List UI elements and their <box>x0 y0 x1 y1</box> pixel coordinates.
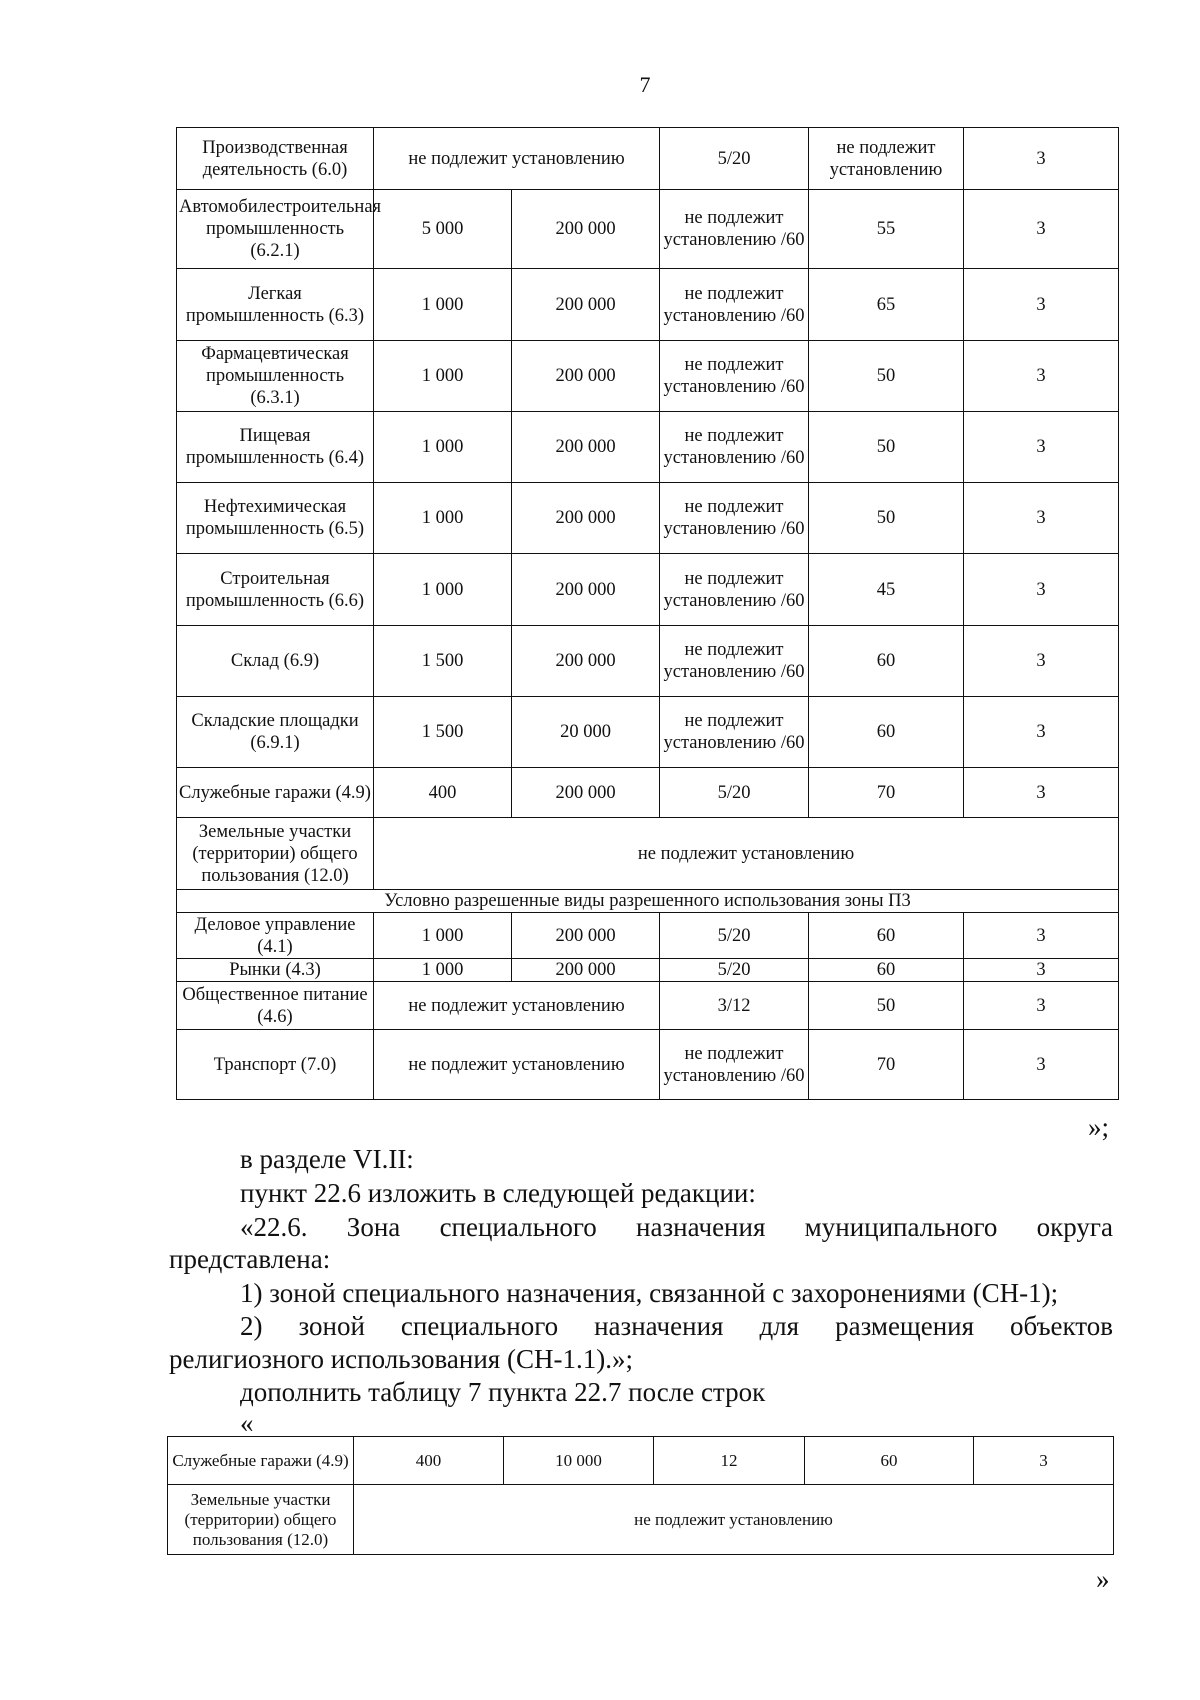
paragraph-quote-line1: «22.6. Зона специального назначения муниципального округа <box>240 1212 1113 1242</box>
cell-c5: 3 <box>964 913 1119 959</box>
cell-c1: 1 000 <box>374 913 512 959</box>
table-row <box>177 626 1119 697</box>
cell-c4: 50 <box>809 483 964 554</box>
table-row <box>177 818 1119 890</box>
table-second <box>167 1436 1114 1555</box>
table-row <box>177 483 1119 554</box>
cell-c3: не подлежит установлению /60 <box>660 269 809 341</box>
cell-c5: 3 <box>964 341 1119 412</box>
table-row <box>177 269 1119 341</box>
cell-c3: не подлежит установлению /60 <box>660 190 809 269</box>
cell-c2: 200 000 <box>512 412 660 483</box>
table-row <box>177 913 1119 959</box>
table-row <box>177 768 1119 818</box>
table-row <box>177 1030 1119 1100</box>
cell-c2: 200 000 <box>512 483 660 554</box>
merged-cell: не подлежит установлению <box>374 1030 660 1100</box>
cell-c2: 200 000 <box>512 626 660 697</box>
cell-c5: 3 <box>974 1437 1114 1485</box>
cell-c3: 3/12 <box>660 982 809 1030</box>
paragraph-item-22-6: пункт 22.6 изложить в следующей редакции: <box>240 1178 756 1208</box>
cell-c3: 5/20 <box>660 959 809 982</box>
table-row <box>168 1485 1114 1555</box>
paragraph-section-ref: в разделе VI.II: <box>240 1144 414 1174</box>
cell-c4: 70 <box>809 1030 964 1100</box>
cell-c2: 200 000 <box>512 269 660 341</box>
cell-c1: 1 000 <box>374 269 512 341</box>
cell-c4: 55 <box>809 190 964 269</box>
cell-c1: 1 000 <box>374 959 512 982</box>
section-row <box>177 890 1119 913</box>
cell-c5: 3 <box>964 269 1119 341</box>
cell-c3: 5/20 <box>660 768 809 818</box>
cell-c4: 60 <box>809 913 964 959</box>
table-row <box>177 554 1119 626</box>
merged-cell: не подлежит установлению <box>374 818 1119 890</box>
cell-c5: 3 <box>964 483 1119 554</box>
table-row <box>177 412 1119 483</box>
table-second-close-quote: » <box>1096 1564 1110 1594</box>
cell-c4: не подлежит установлению <box>809 128 964 190</box>
cell-c4: 60 <box>805 1437 974 1485</box>
cell-c2: 200 000 <box>512 959 660 982</box>
cell-c3: 5/20 <box>660 913 809 959</box>
merged-cell: не подлежит установлению <box>354 1485 1114 1555</box>
cell-c1: 1 000 <box>374 483 512 554</box>
row-name: Служебные гаражи (4.9) <box>168 1437 354 1485</box>
cell-c3: не подлежит установлению /60 <box>660 412 809 483</box>
cell-c1: 400 <box>354 1437 504 1485</box>
cell-c1: 1 500 <box>374 626 512 697</box>
cell-c5: 3 <box>964 697 1119 768</box>
table-row <box>177 341 1119 412</box>
cell-c2: 200 000 <box>512 341 660 412</box>
paragraph-supplement: дополнить таблицу 7 пункта 22.7 после строк <box>240 1377 766 1407</box>
table-row <box>177 190 1119 269</box>
cell-c3: не подлежит установлению /60 <box>660 554 809 626</box>
cell-c2: 10 000 <box>504 1437 654 1485</box>
cell-c5: 3 <box>964 128 1119 190</box>
paragraph-list-2-line1: 2) зоной специального назначения для размещения объектов <box>240 1311 1113 1341</box>
section-title: Условно разрешенные виды разрешенного использования зоны П3 <box>177 890 1119 913</box>
cell-c2: 200 000 <box>512 554 660 626</box>
row-name: Фармацевтическая промышленность (6.3.1) <box>177 341 374 412</box>
cell-c4: 65 <box>809 269 964 341</box>
table-row <box>177 697 1119 768</box>
cell-c3: не подлежит установлению /60 <box>660 626 809 697</box>
cell-c5: 3 <box>964 626 1119 697</box>
row-name: Земельные участки (территории) общего пользования (12.0) <box>177 818 374 890</box>
row-name: Склад (6.9) <box>177 626 374 697</box>
cell-c2: 20 000 <box>512 697 660 768</box>
row-name: Деловое управление (4.1) <box>177 913 374 959</box>
cell-c4: 50 <box>809 982 964 1030</box>
merged-cell: не подлежит установлению <box>374 128 660 190</box>
cell-c5: 3 <box>964 959 1119 982</box>
row-name: Складские площадки (6.9.1) <box>177 697 374 768</box>
row-name: Земельные участки (территории) общего пользования (12.0) <box>168 1485 354 1555</box>
cell-c4: 60 <box>809 959 964 982</box>
cell-c2: 200 000 <box>512 768 660 818</box>
paragraph-list-1: 1) зоной специального назначения, связанной с захоронениями (СН-1); <box>240 1278 1059 1308</box>
table-row <box>177 959 1119 982</box>
row-name: Рынки (4.3) <box>177 959 374 982</box>
row-name: Легкая промышленность (6.3) <box>177 269 374 341</box>
cell-c1: 1 000 <box>374 341 512 412</box>
cell-c1: 1 500 <box>374 697 512 768</box>
row-name: Производственная деятельность (6.0) <box>177 128 374 190</box>
cell-c5: 3 <box>964 190 1119 269</box>
cell-c5: 3 <box>964 768 1119 818</box>
paragraph-list-2-line2: религиозного использования (СН-1.1).»; <box>169 1344 633 1374</box>
table-row <box>177 982 1119 1030</box>
cell-c5: 3 <box>964 554 1119 626</box>
cell-c5: 3 <box>964 1030 1119 1100</box>
row-name: Служебные гаражи (4.9) <box>177 768 374 818</box>
cell-c2: 200 000 <box>512 190 660 269</box>
cell-c4: 50 <box>809 341 964 412</box>
cell-c4: 60 <box>809 626 964 697</box>
cell-c5: 3 <box>964 412 1119 483</box>
table-row <box>177 128 1119 190</box>
cell-c3: не подлежит установлению /60 <box>660 483 809 554</box>
row-name: Нефтехимическая промышленность (6.5) <box>177 483 374 554</box>
page-number: 7 <box>639 72 651 97</box>
paragraph-quote-line2: представлена: <box>169 1244 331 1274</box>
cell-c4: 70 <box>809 768 964 818</box>
table-main <box>176 127 1119 1100</box>
cell-c3: не подлежит установлению /60 <box>660 341 809 412</box>
cell-c1: 5 000 <box>374 190 512 269</box>
row-name: Строительная промышленность (6.6) <box>177 554 374 626</box>
open-quote: « <box>240 1408 254 1438</box>
cell-c1: 400 <box>374 768 512 818</box>
row-name: Автомобилестроительная промышленность (6.2.1) <box>177 190 374 269</box>
cell-c1: 1 000 <box>374 554 512 626</box>
cell-c5: 3 <box>964 982 1119 1030</box>
cell-c3: не подлежит установлению /60 <box>660 697 809 768</box>
row-name: Транспорт (7.0) <box>177 1030 374 1100</box>
cell-c4: 45 <box>809 554 964 626</box>
cell-c4: 60 <box>809 697 964 768</box>
cell-c3: 12 <box>654 1437 805 1485</box>
row-name: Пищевая промышленность (6.4) <box>177 412 374 483</box>
cell-c3: 5/20 <box>660 128 809 190</box>
table-row <box>168 1437 1114 1485</box>
table-main-close-quote: »; <box>1088 1112 1110 1142</box>
cell-c1: 1 000 <box>374 412 512 483</box>
cell-c4: 50 <box>809 412 964 483</box>
merged-cell: не подлежит установлению <box>374 982 660 1030</box>
cell-c3: не подлежит установлению /60 <box>660 1030 809 1100</box>
row-name: Общественное питание (4.6) <box>177 982 374 1030</box>
cell-c2: 200 000 <box>512 913 660 959</box>
